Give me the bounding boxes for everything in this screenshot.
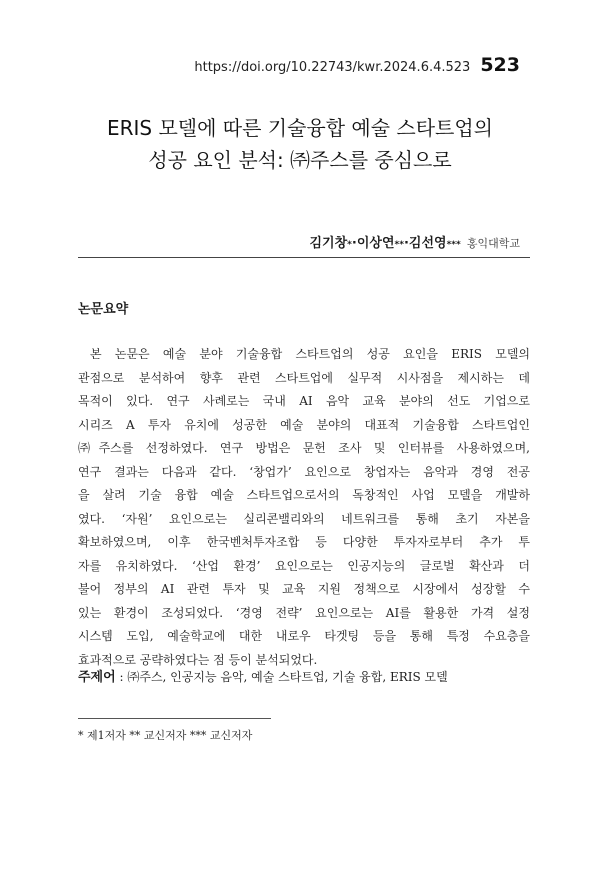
abstract-line: 확보하였으며, 이후 한국벤처투자조합 등 다양한 투자자로부터 추가 투 bbox=[78, 535, 530, 549]
abstract-heading: 논문요약 bbox=[78, 302, 129, 317]
abstract-line: 였다. ‘자원’ 요인으로는 실리콘밸리와의 네트워크를 통해 초기 자본을 bbox=[78, 511, 530, 526]
header-divider bbox=[78, 257, 530, 258]
page-number: 523 bbox=[480, 54, 520, 76]
abstract-line: 을 살려 기술 융합 예술 스타트업으로서의 독창적인 사업 모델을 개발하 bbox=[78, 488, 530, 502]
abstract-line: 시스템 도입, 예술학교에 대한 내로우 타겟팅 등을 통해 특정 수요층을 bbox=[78, 629, 530, 643]
page-header bbox=[194, 54, 520, 76]
affiliation: 홍익대학교 bbox=[466, 237, 520, 250]
abstract-line: 불어 정부의 AI 관련 투자 및 교육 지원 정책으로 시장에서 성장할 수 bbox=[78, 582, 530, 596]
keywords-text: ㈜주스, 인공지능 음악, 예술 스타트업, 기술 융합, ERIS 모델 bbox=[127, 670, 448, 684]
keywords-separator: : bbox=[115, 670, 128, 684]
author-separator: · bbox=[351, 236, 357, 251]
doi-link[interactable]: https://doi.org/10.22743/kwr.2024.6.4.523 bbox=[194, 60, 471, 75]
abstract-line: 효과적으로 공략하였다는 점 등이 분석되었다. bbox=[78, 652, 318, 667]
keywords bbox=[78, 666, 530, 685]
author-mark: *** bbox=[446, 240, 461, 250]
author-mark: ** bbox=[394, 240, 404, 250]
keywords-label: 주제어 bbox=[78, 670, 116, 685]
abstract-line: 자를 유치하였다. ‘산업 환경’ 요인으로는 인공지능의 글로벌 확산과 더 bbox=[78, 558, 530, 573]
abstract-body bbox=[78, 343, 530, 672]
abstract-line: 목적이 있다. 연구 사례로는 국내 AI 음악 교육 분야의 선도 기업으로 bbox=[78, 394, 530, 408]
author-mark: * bbox=[347, 240, 352, 250]
author-name: 이상연 bbox=[356, 236, 395, 251]
author-line bbox=[309, 232, 520, 251]
abstract-line: 관점으로 분석하여 향후 관련 스타트업에 실무적 시사점을 제시하는 데 bbox=[78, 370, 530, 385]
abstract-line: 본 논문은 예술 분야 기술융합 스타트업의 성공 요인을 ERIS 모델의 bbox=[90, 347, 530, 361]
abstract-line: 연구 결과는 다음과 같다. ‘창업가’ 요인으로 창업자는 음악과 경영 전공 bbox=[78, 464, 530, 479]
title-line-1: ERIS 모델에 따른 기술융합 예술 스타트업의 bbox=[106, 116, 494, 140]
author-separator: · bbox=[403, 236, 409, 251]
footnote-divider bbox=[78, 718, 271, 719]
paper-title bbox=[0, 112, 600, 176]
author-name: 김기창 bbox=[309, 236, 348, 251]
abstract-line: 시리즈 A 투자 유치에 성공한 예술 분야의 대표적 기술융합 스타트업인 bbox=[78, 417, 530, 432]
author-name: 김선영 bbox=[408, 236, 447, 251]
abstract-line: ㈜주스를 선정하였다. 연구 방법은 문헌 조사 및 인터뷰를 사용하였으며, bbox=[78, 441, 530, 455]
abstract-line: 있는 환경이 조성되었다. ‘경영 전략’ 요인으로는 AI를 활용한 가격 설정 bbox=[78, 605, 530, 620]
footnote: * 제1저자 ** 교신저자 *** 교신저자 bbox=[78, 729, 253, 742]
title-line-2: 성공 요인 분석: ㈜주스를 중심으로 bbox=[148, 148, 452, 172]
